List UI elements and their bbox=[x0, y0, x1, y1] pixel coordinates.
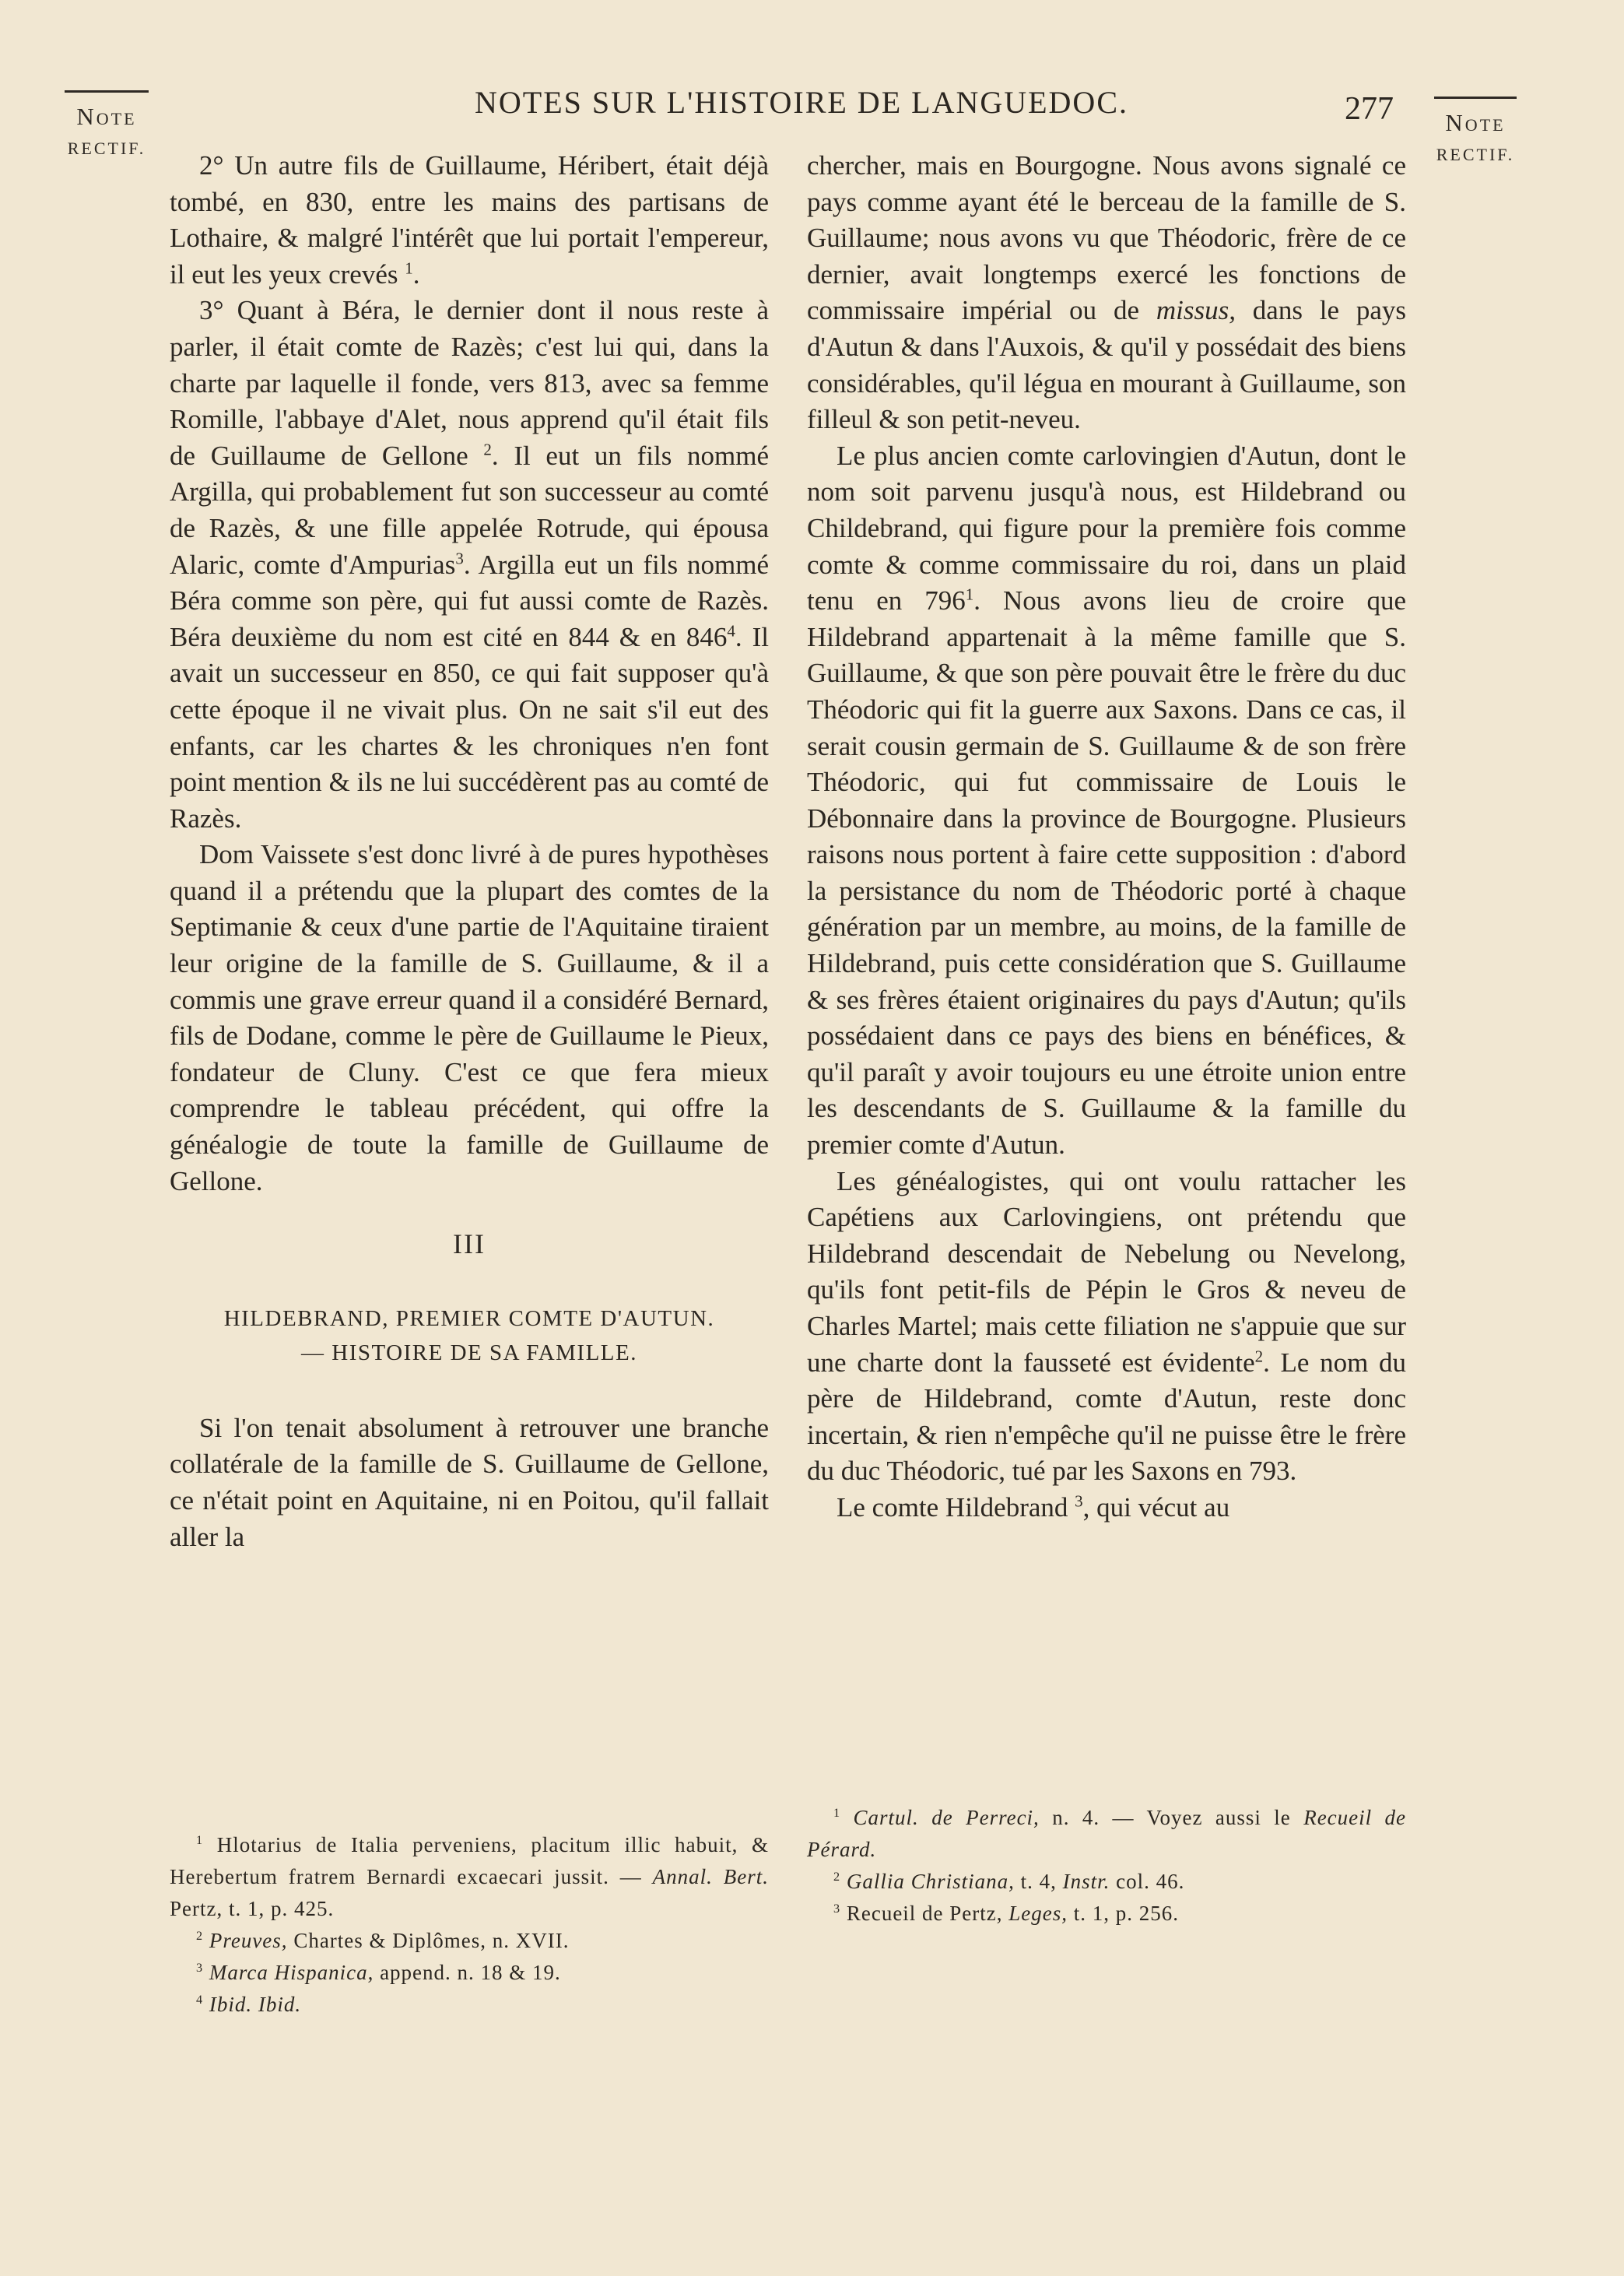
footnote-number: 3 bbox=[196, 1961, 204, 1975]
section-title-line: — HISTOIRE DE SA FAMILLE. bbox=[301, 1340, 637, 1365]
paragraph bbox=[807, 148, 1406, 438]
paragraph bbox=[170, 293, 769, 837]
footnote bbox=[807, 1802, 1406, 1866]
footnote-number: 2 bbox=[833, 1870, 841, 1884]
text-run: col. 46. bbox=[1116, 1870, 1185, 1893]
text-run: append. n. 18 & 19. bbox=[380, 1961, 561, 1984]
margin-note-right-line2: RECTIF. bbox=[1436, 145, 1515, 165]
right-column bbox=[807, 148, 1406, 1526]
text-run: t. 4, bbox=[1020, 1870, 1057, 1893]
section-title-line: HILDEBRAND, PREMIER COMTE D'AUTUN. bbox=[223, 1305, 715, 1331]
paragraph bbox=[807, 1490, 1406, 1526]
footnote-ref: 3 bbox=[1075, 1491, 1083, 1511]
footnote-number: 1 bbox=[196, 1833, 204, 1847]
italic-text: Gallia Christiana, bbox=[846, 1870, 1015, 1893]
italic-text: Preuves, bbox=[209, 1929, 288, 1952]
text-run: . Il eut un fils nommé Argilla, qui probablement fut son successeur au comté de Razès, & une fille appelée Rotrude, qui épousa Alaric, comte d'Ampurias bbox=[170, 440, 769, 580]
margin-rule-right bbox=[1434, 97, 1517, 99]
footnote bbox=[170, 1925, 769, 1957]
italic-text: Annal. Bert. bbox=[652, 1865, 769, 1888]
italic-text: Leges, bbox=[1008, 1902, 1068, 1925]
italic-text: Cartul. de Perreci, bbox=[853, 1806, 1040, 1829]
text-run: . Le nom du père de Hildebrand, comte d'Autun, reste donc incertain, & rien n'empêche qu'il ne puisse être le frère du duc Théodoric, tué par les Saxons en 793. bbox=[807, 1347, 1406, 1487]
footnote-ref: 2 bbox=[483, 440, 492, 459]
page-number: 277 bbox=[1345, 91, 1394, 127]
paragraph: Si l'on tenait absolument à retrouver une branche collatérale de la famille de S. Guillaume de Gellone, ce n'était point en Aquitaine, ni en Poitou, qu'il fallait aller la bbox=[170, 1412, 769, 1552]
footnote bbox=[807, 1866, 1406, 1898]
italic-text: missus, bbox=[1156, 295, 1236, 326]
footnote-number: 1 bbox=[833, 1806, 841, 1820]
margin-note-right bbox=[1426, 97, 1525, 164]
section-number: III bbox=[453, 1228, 486, 1260]
footnote bbox=[170, 1957, 769, 1989]
footnote-number: 4 bbox=[196, 1993, 204, 2007]
paragraph bbox=[170, 148, 769, 293]
footnote bbox=[170, 1989, 769, 2021]
text-run: n. 4. — Voyez aussi le bbox=[1052, 1806, 1291, 1829]
text-run: t. 1, p. 256. bbox=[1073, 1902, 1180, 1925]
text-run: . bbox=[412, 258, 420, 290]
text-run: Le comte Hildebrand bbox=[837, 1491, 1068, 1523]
text-run: . Argilla eut un fils nommé Béra comme son père, qui fut aussi comte de Razès. Béra deuxième du nom est cité en 844 & en 846 bbox=[170, 549, 769, 652]
footnote-ref: 1 bbox=[965, 585, 974, 604]
footnote-number: 2 bbox=[196, 1929, 204, 1943]
running-title: NOTES SUR L'HISTOIRE DE LANGUEDOC. bbox=[474, 85, 1128, 120]
footnote-ref: 3 bbox=[455, 548, 464, 567]
margin-note-right-line1: Note bbox=[1445, 109, 1506, 136]
text-run: Le plus ancien comte carlovingien d'Autun, dont le nom soit parvenu jusqu'à nous, est Hildebrand ou Childebrand, qui figure pour la première fois comme comte & comme commissaire du roi, dans un plaid tenu en 796 bbox=[807, 440, 1406, 616]
margin-rule-left bbox=[65, 90, 149, 93]
paragraph: Dom Vaissete s'est donc livré à de pures hypothèses quand il a prétendu que la plupart des comtes de la Septimanie & ceux d'une partie de l'Aquitaine tiraient leur origine de la famille de S. Guillaume, & il a commis une grave erreur quand il a considéré Bernard, fils de Dodane, comme le père de Guillaume le Pieux, fondateur de Cluny. C'est ce que fera mieux comprendre le tableau précédent, qui offre la généalogie de toute la famille de Guillaume de Gellone. bbox=[170, 839, 769, 1196]
text-run: . Nous avons lieu de croire que Hildebrand appartenait à la même famille que S. Guillaume, & que son père pouvait être le frère du duc Théodoric qui fit la guerre aux Saxons. Dans ce cas, il serait cousin germain de S. Guillaume & de son frère Théodoric, qui fut commissaire de Louis le Débonnaire dans la province de Bourgogne. Plusieurs raisons nous portent à faire cette supposition : d'abord la persistance du nom de Théodoric porté à chaque génération par un membre, au moins, de la famille de Hildebrand, puis cette considération que S. Guillaume & ses frères étaient originaires du pays d'Autun; qu'ils possédaient dans ce pays des biens en bénéfices, & qu'il paraît y avoir toujours eu une étroite union entre les descendants de S. Guillaume & la famille du premier comte d'Autun. bbox=[807, 585, 1406, 1161]
text-run: Pertz, t. 1, p. 425. bbox=[170, 1897, 335, 1920]
italic-text: Marca Hispanica, bbox=[209, 1961, 374, 1984]
left-column bbox=[170, 148, 769, 1555]
text-run: Les généalogistes, qui ont voulu rattacher les Capétiens aux Carlovingiens, ont prétendu que Hildebrand descendait de Nebelung ou Nevelong, qu'ils font petit-fils de Pépin le Gros & neveu de Charles Martel; mais cette filiation ne s'appuie que sur une charte dont la fausseté est évidente bbox=[807, 1165, 1406, 1378]
text-run: , qui vécut au bbox=[1082, 1491, 1230, 1523]
italic-text: Ibid. Ibid. bbox=[209, 1993, 302, 2016]
text-run: . Il avait un successeur en 850, ce qui fait supposer qu'à cette époque il ne vivait plus. On ne sait s'il eut des enfants, car les chartes & les chroniques n'en font point mention & ils ne lui succédèrent pas au comté de Razès. bbox=[170, 621, 769, 834]
paragraph bbox=[807, 438, 1406, 1164]
italic-text: Recueil de Pérard. bbox=[807, 1806, 1407, 1861]
footnote bbox=[170, 1829, 769, 1925]
footnote-ref: 2 bbox=[1254, 1346, 1264, 1365]
footnote bbox=[807, 1898, 1406, 1930]
text-run: Hlotarius de Italia perveniens, placitum illic habuit, & Herebertum fratrem Bernardi excaecari jussit. — bbox=[170, 1833, 769, 1888]
text-run: dans le pays d'Autun & dans l'Auxois, & qu'il y possédait des biens considérables, qu'il légua en mourant à Guillaume, son filleul & son petit-neveu. bbox=[807, 295, 1407, 435]
text-run: 2° Un autre fils de Guillaume, Héribert, était déjà tombé, en 830, entre les mains des partisans de Lothaire, & malgré l'intérêt que lui portait l'empereur, il eut les yeux crevés bbox=[170, 150, 769, 290]
text-run: chercher, mais en Bourgogne. Nous avons signalé ce pays comme ayant été le berceau de la famille de S. Guillaume; nous avons vu que Théodoric, frère de ce dernier, avait longtemps exercé les fonctions de commissaire impérial ou de bbox=[807, 150, 1406, 326]
text-run: 3° Quant à Béra, le dernier dont il nous reste à parler, il était comte de Razès; c'est lui qui, dans la charte par laquelle il fonde, vers 813, avec sa femme Romille, l'abbaye d'Alet, nous apprend qu'il était fils de Guillaume de Gellone bbox=[170, 295, 769, 471]
paragraph bbox=[807, 1164, 1406, 1490]
margin-note-left-line1: Note bbox=[76, 103, 137, 130]
footnote-ref: 4 bbox=[727, 621, 735, 641]
footnote-number: 3 bbox=[833, 1902, 841, 1916]
margin-note-left-line2: RECTIF. bbox=[67, 139, 146, 159]
footnote-ref: 1 bbox=[405, 258, 413, 278]
section-title bbox=[170, 1301, 769, 1370]
italic-text: Instr. bbox=[1062, 1870, 1110, 1893]
text-run: Recueil de Pertz, bbox=[846, 1902, 1003, 1925]
footnotes-left bbox=[170, 1829, 769, 2021]
text-run: Chartes & Diplômes, n. XVII. bbox=[293, 1929, 570, 1952]
footnotes-right bbox=[807, 1802, 1406, 1930]
margin-note-left bbox=[56, 90, 157, 158]
